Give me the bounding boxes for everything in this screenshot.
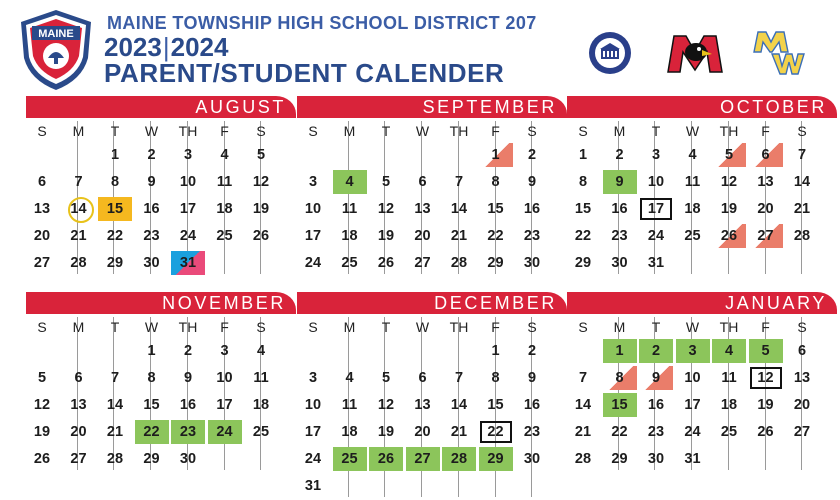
day-cell[interactable]: 17: [216, 397, 233, 413]
day-cell[interactable]: 11: [253, 370, 269, 386]
day-cell[interactable]: 2: [615, 147, 624, 163]
month-december: [297, 292, 567, 500]
day-cell[interactable]: 16: [647, 397, 665, 413]
day-cell[interactable]: 14: [450, 397, 468, 413]
day-cell[interactable]: 30: [611, 255, 628, 271]
day-cell[interactable]: 22: [487, 228, 504, 244]
weekday-label: T: [110, 123, 120, 139]
day-cell[interactable]: 20: [414, 228, 431, 244]
weekday-label: S: [308, 319, 318, 335]
month-name: DECEMBER: [434, 293, 557, 313]
day-cell[interactable]: 1: [147, 343, 156, 359]
day-cell[interactable]: 21: [450, 228, 468, 244]
day-cell[interactable]: 3: [308, 174, 318, 190]
day-cell[interactable]: 20: [33, 228, 51, 244]
day-cell[interactable]: 9: [603, 170, 637, 194]
weekday-label: F: [491, 319, 500, 335]
day-cell[interactable]: 6: [749, 143, 783, 167]
day-cell[interactable]: 10: [304, 201, 322, 217]
day-cell[interactable]: 5: [256, 147, 266, 163]
day-cell[interactable]: 28: [450, 255, 468, 271]
weekday-label: T: [651, 319, 661, 335]
day-cell[interactable]: 21: [106, 424, 124, 440]
day-cell[interactable]: 15: [603, 393, 637, 417]
weekday-label: M: [72, 123, 85, 139]
day-cell[interactable]: 14: [450, 201, 468, 217]
day-cell[interactable]: 23: [611, 228, 628, 244]
maine-east-seal-icon: [588, 31, 632, 75]
day-cell[interactable]: 12: [377, 201, 395, 217]
day-cell[interactable]: 5: [749, 339, 783, 363]
day-cell[interactable]: 24: [208, 420, 242, 444]
day-cell[interactable]: 1: [491, 343, 500, 359]
day-cell[interactable]: 13: [757, 174, 774, 190]
page-title: PARENT/STUDENT CALENDER: [104, 58, 505, 88]
day-cell[interactable]: 21: [450, 424, 468, 440]
day-cell[interactable]: 23: [171, 420, 205, 444]
weekday-label: T: [381, 319, 391, 335]
day-cell[interactable]: 14: [793, 174, 811, 190]
day-cell[interactable]: 16: [523, 397, 541, 413]
day-cell[interactable]: 7: [110, 370, 120, 386]
day-cell[interactable]: 28: [793, 228, 811, 244]
weekday-label: S: [797, 319, 807, 335]
day-cell[interactable]: 2: [527, 343, 537, 359]
day-cell[interactable]: 2: [527, 147, 537, 163]
day-cell[interactable]: 14: [574, 397, 592, 413]
day-cell[interactable]: 7: [578, 370, 588, 386]
day-cell[interactable]: 10: [304, 397, 322, 413]
day-cell[interactable]: 8: [491, 370, 500, 386]
day-cell[interactable]: 7: [454, 370, 464, 386]
weekday-label: T: [110, 319, 120, 335]
district-name: MAINE TOWNSHIP HIGH SCHOOL DISTRICT 207: [107, 13, 537, 33]
month-days-grid: [26, 121, 296, 278]
day-cell[interactable]: 7: [797, 147, 807, 163]
weekday-label: TH: [178, 319, 198, 335]
day-cell[interactable]: 7: [454, 174, 464, 190]
month-october: [567, 96, 837, 278]
day-cell[interactable]: 2: [183, 343, 193, 359]
month-name: AUGUST: [195, 97, 286, 117]
day-cell[interactable]: 29: [106, 255, 124, 271]
day-cell[interactable]: 15: [487, 397, 504, 413]
weekday-label: W: [415, 319, 430, 335]
month-name: JANUARY: [725, 293, 827, 313]
day-cell[interactable]: 18: [684, 201, 701, 217]
weekday-label: S: [256, 123, 266, 139]
weekday-label: M: [343, 123, 356, 139]
day-cell[interactable]: 15: [98, 197, 132, 221]
day-cell[interactable]: 8: [110, 174, 120, 190]
day-cell[interactable]: 9: [147, 174, 156, 190]
day-cell[interactable]: 27: [70, 451, 87, 467]
day-cell[interactable]: 9: [527, 370, 537, 386]
day-cell[interactable]: 3: [308, 370, 318, 386]
maine-south-hawk-icon: [666, 32, 724, 76]
day-cell[interactable]: 9: [527, 174, 537, 190]
day-cell[interactable]: 13: [33, 201, 51, 217]
day-cell[interactable]: 12: [33, 397, 51, 413]
day-cell[interactable]: 17: [179, 201, 197, 217]
day-cell[interactable]: 17: [304, 228, 322, 244]
day-cell[interactable]: 25: [341, 255, 358, 271]
weekday-label: W: [144, 123, 159, 139]
weekday-label: TH: [178, 123, 198, 139]
weekday-label: T: [381, 123, 391, 139]
weekday-label: M: [343, 319, 356, 335]
weekday-label: T: [651, 123, 661, 139]
day-cell[interactable]: 29: [574, 255, 592, 271]
day-cell[interactable]: 14: [106, 397, 124, 413]
day-cell[interactable]: 17: [304, 424, 322, 440]
weekday-label: W: [144, 319, 159, 335]
weekday-label: M: [72, 319, 85, 335]
day-cell[interactable]: 14: [62, 197, 96, 221]
day-cell[interactable]: 22: [574, 228, 592, 244]
day-cell[interactable]: 19: [377, 424, 395, 440]
day-cell[interactable]: 19: [33, 424, 51, 440]
day-cell[interactable]: 22: [135, 420, 169, 444]
day-cell[interactable]: 3: [676, 339, 710, 363]
day-cell[interactable]: 22: [106, 228, 124, 244]
day-cell[interactable]: 25: [720, 424, 738, 440]
month-banner: [297, 96, 567, 118]
day-cell[interactable]: 29: [487, 255, 504, 271]
day-cell[interactable]: 25: [216, 228, 233, 244]
day-cell[interactable]: 9: [639, 366, 673, 390]
day-cell[interactable]: 27: [406, 447, 440, 471]
day-cell[interactable]: 17: [684, 397, 701, 413]
weekday-label: F: [491, 123, 500, 139]
day-cell[interactable]: 13: [414, 397, 431, 413]
maine-township-logo-icon: [16, 8, 96, 92]
day-cell[interactable]: 26: [33, 451, 51, 467]
day-cell[interactable]: 23: [647, 424, 665, 440]
day-cell[interactable]: 19: [757, 397, 774, 413]
day-cell[interactable]: 30: [523, 451, 541, 467]
day-cell[interactable]: 31: [684, 451, 701, 467]
day-cell[interactable]: 11: [341, 397, 358, 413]
day-cell[interactable]: 18: [341, 228, 358, 244]
month-banner: [26, 96, 296, 118]
weekday-label: F: [761, 319, 770, 335]
day-cell[interactable]: 30: [143, 255, 160, 271]
day-cell[interactable]: 1: [479, 143, 513, 167]
day-cell[interactable]: 12: [720, 174, 738, 190]
weekday-label: S: [527, 319, 537, 335]
day-cell[interactable]: 24: [179, 228, 197, 244]
day-cell[interactable]: 5: [712, 143, 746, 167]
day-cell[interactable]: 25: [684, 228, 701, 244]
day-cell[interactable]: 24: [304, 451, 322, 467]
day-cell[interactable]: 13: [70, 397, 87, 413]
year-start: 2023: [104, 32, 162, 62]
day-cell[interactable]: 6: [418, 174, 427, 190]
logo-text: MAINE: [38, 28, 74, 40]
month-banner: [297, 292, 567, 314]
day-cell[interactable]: 18: [216, 201, 233, 217]
month-name: NOVEMBER: [162, 293, 286, 313]
day-cell[interactable]: 15: [574, 201, 592, 217]
day-cell[interactable]: 16: [143, 201, 160, 217]
day-cell[interactable]: 27: [33, 255, 51, 271]
month-name: SEPTEMBER: [422, 97, 557, 117]
day-cell[interactable]: 15: [143, 397, 160, 413]
day-cell[interactable]: 31: [171, 251, 205, 275]
day-cell[interactable]: 6: [418, 370, 427, 386]
day-cell[interactable]: 3: [220, 343, 229, 359]
day-cell[interactable]: 20: [414, 424, 431, 440]
day-cell[interactable]: 18: [341, 424, 358, 440]
day-cell[interactable]: 21: [574, 424, 592, 440]
weekday-label: TH: [449, 319, 469, 335]
day-cell[interactable]: 24: [684, 424, 701, 440]
day-cell[interactable]: 19: [377, 228, 395, 244]
month-january: [567, 292, 837, 474]
day-cell[interactable]: 24: [304, 255, 322, 271]
month-days-grid: [297, 121, 567, 278]
day-cell[interactable]: 3: [183, 147, 193, 163]
maine-west-mw-icon: [752, 30, 806, 76]
month-september: [297, 96, 567, 278]
day-cell[interactable]: 20: [757, 201, 774, 217]
month-banner: [26, 292, 296, 314]
day-cell[interactable]: 1: [603, 339, 637, 363]
weekday-label: F: [220, 319, 229, 335]
weekday-label: TH: [449, 123, 469, 139]
month-banner: [567, 96, 837, 118]
weekday-label: S: [256, 319, 266, 335]
day-cell[interactable]: 4: [256, 343, 266, 359]
weekday-label: S: [797, 123, 807, 139]
weekday-label: TH: [719, 123, 739, 139]
day-cell[interactable]: 16: [179, 397, 197, 413]
weekday-label: F: [220, 123, 229, 139]
day-cell[interactable]: 31: [647, 255, 665, 271]
month-november: [26, 292, 296, 474]
day-cell[interactable]: 4: [220, 147, 229, 163]
day-cell[interactable]: 21: [793, 201, 811, 217]
day-cell[interactable]: 13: [414, 201, 431, 217]
weekday-label: W: [685, 319, 700, 335]
day-cell[interactable]: 11: [721, 370, 737, 386]
day-cell[interactable]: 22: [611, 424, 628, 440]
weekday-label: S: [37, 123, 47, 139]
day-cell[interactable]: 11: [684, 174, 701, 190]
day-cell[interactable]: 12: [377, 397, 395, 413]
calendar-header: [0, 0, 840, 92]
month-name: OCTOBER: [720, 97, 827, 117]
weekday-label: M: [613, 319, 626, 335]
day-cell[interactable]: 27: [414, 255, 431, 271]
day-cell[interactable]: 10: [684, 370, 701, 386]
day-cell[interactable]: 30: [523, 255, 541, 271]
day-cell[interactable]: 23: [143, 228, 160, 244]
weekday-label: S: [37, 319, 47, 335]
month-days-grid: [297, 317, 567, 500]
school-year: 2023|2024: [104, 32, 229, 62]
day-cell[interactable]: 6: [37, 174, 47, 190]
day-cell[interactable]: 8: [603, 366, 637, 390]
day-cell[interactable]: 17: [639, 197, 673, 221]
day-cell[interactable]: 26: [252, 228, 270, 244]
day-cell[interactable]: 16: [523, 201, 541, 217]
weekday-label: S: [578, 319, 588, 335]
month-days-grid: [567, 317, 837, 474]
day-cell[interactable]: 2: [639, 339, 673, 363]
day-cell[interactable]: 18: [720, 397, 738, 413]
day-cell[interactable]: 11: [341, 201, 358, 217]
month-banner: [567, 292, 837, 314]
day-cell[interactable]: 15: [487, 201, 504, 217]
day-cell[interactable]: 27: [793, 424, 811, 440]
day-cell[interactable]: 28: [442, 447, 476, 471]
day-cell[interactable]: 25: [252, 424, 270, 440]
day-cell[interactable]: 28: [106, 451, 124, 467]
day-cell[interactable]: 8: [578, 174, 588, 190]
day-cell[interactable]: 27: [749, 224, 783, 248]
day-cell[interactable]: 26: [712, 224, 746, 248]
day-cell[interactable]: 9: [183, 370, 193, 386]
day-cell[interactable]: 16: [611, 201, 628, 217]
day-cell[interactable]: 31: [304, 478, 322, 494]
day-cell[interactable]: 3: [651, 147, 661, 163]
day-cell[interactable]: 13: [793, 370, 811, 386]
day-cell[interactable]: 10: [216, 370, 233, 386]
day-cell[interactable]: 20: [70, 424, 87, 440]
weekday-label: M: [613, 123, 626, 139]
day-cell[interactable]: 4: [688, 147, 697, 163]
year-end: 2024: [170, 32, 229, 62]
month-days-grid: [567, 121, 837, 278]
day-cell[interactable]: 21: [70, 228, 87, 244]
month-days-grid: [26, 317, 296, 474]
day-cell[interactable]: 30: [647, 451, 665, 467]
weekday-label: TH: [719, 319, 739, 335]
day-cell[interactable]: 22: [479, 420, 513, 444]
day-cell[interactable]: 20: [793, 397, 811, 413]
day-cell[interactable]: 8: [491, 174, 500, 190]
day-cell[interactable]: 11: [216, 174, 233, 190]
day-cell[interactable]: 26: [757, 424, 774, 440]
day-cell[interactable]: 19: [252, 201, 270, 217]
day-cell[interactable]: 10: [647, 174, 665, 190]
day-cell[interactable]: 4: [333, 170, 367, 194]
day-cell[interactable]: 5: [381, 370, 391, 386]
day-cell[interactable]: 19: [720, 201, 738, 217]
day-cell[interactable]: 28: [574, 451, 592, 467]
day-cell[interactable]: 28: [70, 255, 87, 271]
weekday-label: F: [761, 123, 770, 139]
day-cell[interactable]: 1: [110, 147, 120, 163]
day-cell[interactable]: 4: [345, 370, 354, 386]
day-cell[interactable]: 7: [74, 174, 83, 190]
day-cell[interactable]: 26: [369, 447, 403, 471]
day-cell[interactable]: 6: [797, 343, 807, 359]
weekday-label: W: [415, 123, 430, 139]
day-cell[interactable]: 29: [611, 451, 628, 467]
day-cell[interactable]: 12: [252, 174, 270, 190]
weekday-label: W: [685, 123, 700, 139]
day-cell[interactable]: 24: [647, 228, 665, 244]
day-cell[interactable]: 1: [578, 147, 588, 163]
day-cell[interactable]: 5: [37, 370, 47, 386]
day-cell[interactable]: 29: [143, 451, 160, 467]
day-cell[interactable]: 23: [523, 424, 541, 440]
month-august: [26, 96, 296, 278]
day-cell[interactable]: 8: [147, 370, 156, 386]
day-cell[interactable]: 18: [252, 397, 270, 413]
day-cell[interactable]: 23: [523, 228, 541, 244]
day-cell[interactable]: 5: [381, 174, 391, 190]
weekday-label: S: [527, 123, 537, 139]
day-cell[interactable]: 12: [749, 366, 783, 390]
day-cell[interactable]: 6: [74, 370, 83, 386]
day-cell[interactable]: 29: [479, 447, 513, 471]
weekday-label: S: [308, 123, 318, 139]
day-cell[interactable]: 25: [333, 447, 367, 471]
day-cell[interactable]: 2: [147, 147, 156, 163]
day-cell[interactable]: 26: [377, 255, 395, 271]
weekday-label: S: [578, 123, 588, 139]
day-cell[interactable]: 30: [179, 451, 197, 467]
day-cell[interactable]: 4: [712, 339, 746, 363]
day-cell[interactable]: 10: [179, 174, 197, 190]
